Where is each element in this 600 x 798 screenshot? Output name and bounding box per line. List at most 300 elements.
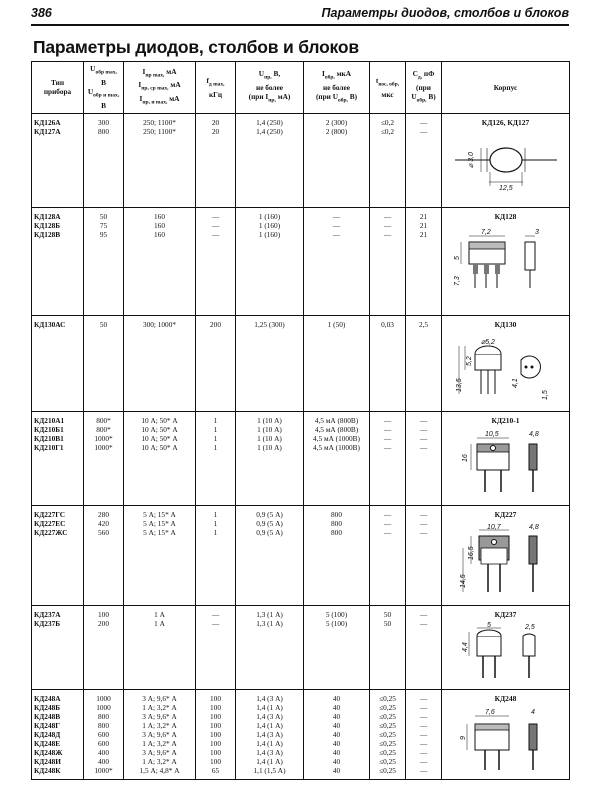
cell-frequency [196,315,236,411]
cell-value: 1,4 (3 А) [256,747,283,757]
cell-value: 1,1 (1,5 А) [253,765,286,775]
cell-value: 300; 1000* [142,319,177,329]
cell-value: 0,03 [381,319,394,329]
cell-recovery-time [370,505,406,605]
cell-value: 4,5 мА (1000В) [313,442,360,452]
case-name: КД126, КД127 [481,117,530,127]
cell-frequency [196,505,236,605]
cell-value: 3 А; 9,6* А [142,711,177,721]
cell-value: 1000* [94,433,113,443]
cell-case [442,605,570,689]
cell-value: КД126А [34,117,61,127]
cell-capacitance [406,315,442,411]
cell-type [32,411,84,505]
cell-value: 1000 [96,693,111,703]
cell-value: 0,9 (5 А) [256,527,283,537]
cell-frequency [196,411,236,505]
cell-value: КД227ЖС [34,527,68,537]
cell-value: 10 А; 50* А [141,415,178,425]
cell-value: 4,5 мА (800В) [314,424,359,434]
cell-value: 5 А; 15* А [143,527,176,537]
cell-value: 160 [154,220,165,230]
cell-recovery-time [370,113,406,207]
cell-case [442,689,570,779]
dim-label: 9 [459,736,467,740]
cell-value: 100 [210,747,221,757]
dim-label: 12,5 [498,184,513,192]
cell-value: 1,4 (250) [256,117,283,127]
cell-forward-current [124,207,196,315]
cell-case [442,113,570,207]
dim-label: 1,5 [541,390,549,400]
cell-value: КД237Б [34,618,61,628]
cell-frequency [196,207,236,315]
dim-label: 4,4 [461,642,469,652]
cell-value: 1 [213,415,218,425]
col-reverse-voltage: $U_{обр max,}$ В $U_{обр и max,}$ В [84,62,124,114]
cell-value: КД248Г [34,720,60,730]
package-drawing-kd210 [451,428,561,498]
cell-reverse-current [304,411,370,505]
package-drawing-kd237 [451,622,561,682]
col-type: Тип прибора [32,62,84,114]
cell-forward-current [124,605,196,689]
package-drawing-kd227 [451,522,561,598]
cell-value: — [211,609,220,619]
running-header [31,4,569,26]
cell-value: 1 (10 А) [257,424,282,434]
cell-value: 1 А; 3,2* А [142,738,177,748]
cell-value: 1000* [94,442,113,452]
cell-value: 100 [210,702,221,712]
cell-forward-current [124,689,196,779]
cell-value: 400 [98,756,109,766]
cell-value: 5 А; 15* А [143,518,176,528]
cell-value: ≤0,25 [379,756,396,766]
cell-value: КД210Г1 [34,442,64,452]
cell-value: КД128В [34,229,61,239]
cell-value: 50 [383,618,392,628]
cell-value: КД227ЕС [34,518,66,528]
cell-value: КД248Д [34,729,61,739]
cell-value: 800 [331,527,342,537]
col-recovery-time: $t_{вос, обр,}$ мкс [370,62,406,114]
cell-value: ≤0,25 [379,729,396,739]
cell-value: ≤0,25 [379,711,396,721]
cell-forward-voltage [236,113,304,207]
cell-value: 1 [213,518,218,528]
cell-value: КД248Е [34,738,61,748]
cell-value: 1 [213,442,218,452]
table-row [32,411,570,505]
cell-value: 5 А; 15* А [143,509,176,519]
cell-value: — [419,765,428,775]
cell-value: — [332,220,341,230]
table-row [32,113,570,207]
cell-capacitance [406,505,442,605]
cell-value: КД127А [34,126,61,136]
cell-value: — [419,424,428,434]
cell-value: ≤0,25 [379,702,396,712]
cell-value: ≤0,25 [379,747,396,757]
cell-value: — [383,527,392,537]
dim-label: 7,6 [484,708,495,716]
cell-value: 4,5 мА (1000В) [313,433,360,443]
cell-value: КД248Ж [34,747,63,757]
cell-value: — [383,509,392,519]
cell-value: 1 [213,433,218,443]
cell-value: 21 [419,211,428,221]
cell-value: ≤0,25 [379,720,396,730]
cell-recovery-time [370,315,406,411]
cell-value: 100 [210,711,221,721]
cell-value: 1 [213,509,218,519]
cell-value: 20 [211,126,220,136]
cell-value: КД248Б [34,702,61,712]
cell-case [442,505,570,605]
cell-value: 10 А; 50* А [141,424,178,434]
cell-value: 1,4 (1 А) [256,720,283,730]
cell-value: КД248В [34,711,61,721]
cell-value: — [419,509,428,519]
cell-value: — [419,711,428,721]
dim-label: 3 [534,228,539,236]
dim-label: 5,2 [465,356,473,366]
cell-value: 1 (10 А) [257,442,282,452]
cell-value: КД210А1 [34,415,65,425]
cell-value: 800 [331,518,342,528]
cell-reverse-current [304,315,370,411]
cell-value: — [383,229,392,239]
cell-value: КД237А [34,609,61,619]
cell-value: 1,3 (1 А) [256,609,283,619]
cell-recovery-time [370,207,406,315]
case-name: КД227 [494,509,517,519]
cell-value: — [383,518,392,528]
dim-label: 10,5 [484,430,499,438]
cell-value: 50 [99,319,108,329]
case-name: КД128 [494,211,517,221]
cell-value: — [383,442,392,452]
case-name: КД237 [494,609,517,619]
table-row [32,315,570,411]
cell-forward-voltage [236,605,304,689]
cell-capacitance [406,207,442,315]
cell-value: 560 [98,527,109,537]
cell-value: 1 А [154,618,165,628]
cell-value: — [383,415,392,425]
cell-value: КД130АС [34,319,66,329]
cell-value: 40 [332,693,341,703]
dim-label: 4,8 [528,430,539,438]
cell-recovery-time [370,605,406,689]
cell-value: — [383,211,392,221]
cell-value: — [211,618,220,628]
cell-type [32,605,84,689]
cell-value: 1,4 (3 А) [256,729,283,739]
cell-value: — [332,211,341,221]
cell-value: ≤0,25 [379,765,396,775]
cell-value: КД248А [34,693,61,703]
cell-forward-current [124,411,196,505]
cell-value: — [383,220,392,230]
cell-value: 40 [332,747,341,757]
cell-reverse-voltage [84,411,124,505]
cell-value: 100 [210,738,221,748]
dim-label: 7,3 [453,276,461,286]
cell-reverse-current [304,605,370,689]
cell-value: — [211,220,220,230]
dim-label: 4 [530,708,535,716]
package-drawing-kd248 [451,706,561,774]
cell-value: 1 А; 3,2* А [142,702,177,712]
cell-value: 40 [332,756,341,766]
cell-value: — [383,424,392,434]
table-row [32,207,570,315]
cell-value: 200 [210,319,221,329]
cell-value: 600 [98,738,109,748]
case-name: КД248 [494,693,517,703]
cell-value: 1,4 (3 А) [256,693,283,703]
cell-type [32,207,84,315]
cell-value: — [332,229,341,239]
cell-value: 1,25 (300) [254,319,285,329]
package-drawing-kd130 [451,332,561,406]
cell-type [32,689,84,779]
cell-recovery-time [370,689,406,779]
cell-value: — [419,433,428,443]
table-body [32,113,570,779]
cell-value: 1 (10 А) [257,415,282,425]
cell-value: 40 [332,738,341,748]
cell-value: 1 [213,424,218,434]
section-title: Параметры диодов, столбов и блоков [321,6,569,20]
cell-capacitance [406,113,442,207]
case-name: КД210-1 [491,415,520,425]
cell-case [442,315,570,411]
page-title: Параметры диодов, столбов и блоков [33,37,359,57]
cell-value: КД227ГС [34,509,66,519]
cell-value: — [419,527,428,537]
dim-label: 2,5 [524,623,535,631]
cell-capacitance [406,689,442,779]
dim-label: ⌀5,2 [480,338,495,346]
cell-value: — [419,720,428,730]
cell-value: ≤0,2 [380,117,395,127]
cell-value: КД210В1 [34,433,64,443]
cell-value: 65 [211,765,220,775]
diode-parameters-table [31,61,570,780]
col-case: Корпус [442,62,570,114]
dim-label: 7,2 [480,228,491,236]
col-forward-current: $I_{пр max,}$ мА $I_{пр, ср max,}$ мА $I_{пр, и max,}$ мА [124,62,196,114]
cell-value: КД248К [34,765,61,775]
cell-value: КД248И [34,756,61,766]
cell-value: 21 [419,229,428,239]
dim-label: 16,5 [467,546,475,560]
cell-value: — [419,117,428,127]
cell-reverse-voltage [84,315,124,411]
cell-value: — [419,442,428,452]
cell-value: 2,5 [418,319,429,329]
cell-forward-current [124,113,196,207]
cell-value: — [419,747,428,757]
cell-value: 1 А; 3,2* А [142,756,177,766]
cell-type [32,315,84,411]
cell-value: 1,4 (1 А) [256,702,283,712]
cell-value: 1 А [154,609,165,619]
cell-value: 75 [99,220,108,230]
cell-value: 200 [98,618,109,628]
cell-value: 40 [332,702,341,712]
cell-value: 1 (10 А) [257,433,282,443]
cell-value: 250; 1100* [143,126,176,136]
col-capacitance: $C_{д,}$ пФ (при $U_{обр,}$ В) [406,62,442,114]
cell-reverse-voltage [84,207,124,315]
cell-reverse-current [304,505,370,605]
cell-value: 160 [154,229,165,239]
cell-value: 100 [210,756,221,766]
package-drawing-kd128 [451,224,561,292]
table-row [32,605,570,689]
cell-forward-voltage [236,505,304,605]
col-forward-voltage: $U_{пр,}$ В, не более (при $I_{пр,}$ мА) [236,62,304,114]
cell-value: — [383,433,392,443]
cell-value: 40 [332,765,341,775]
cell-value: 1 (160) [258,220,281,230]
cell-value: — [419,702,428,712]
dim-label: ⌀ 3,0 [467,152,475,168]
cell-value: — [419,738,428,748]
cell-value: 40 [332,720,341,730]
cell-value: ≤0,2 [380,126,395,136]
cell-value: 800* [96,415,111,425]
cell-value: 5 (100) [325,609,348,619]
cell-recovery-time [370,411,406,505]
cell-value: 1,4 (1 А) [256,738,283,748]
cell-value: 3 А; 9,6* А [142,693,177,703]
cell-value: 1 А; 3,2* А [142,720,177,730]
cell-value: 10 А; 50* А [141,442,178,452]
cell-value: — [419,618,428,628]
cell-reverse-current [304,113,370,207]
cell-value: 40 [332,711,341,721]
cell-value: — [419,518,428,528]
cell-value: — [419,693,428,703]
cell-value: 0,9 (5 А) [256,509,283,519]
cell-value: 1000* [94,765,113,775]
cell-frequency [196,605,236,689]
cell-value: 1 (160) [258,229,281,239]
cell-value: 100 [210,693,221,703]
cell-value: КД210Б1 [34,424,64,434]
cell-reverse-voltage [84,113,124,207]
cell-value: 2 (300) [325,117,348,127]
dim-label: 10,7 [486,523,501,531]
cell-case [442,207,570,315]
cell-value: 20 [211,117,220,127]
cell-case [442,411,570,505]
cell-value: — [419,729,428,739]
cell-value: 0,9 (5 А) [256,518,283,528]
page-number: 386 [31,6,52,20]
case-name: КД130 [494,319,517,329]
cell-value: 3 А; 9,6* А [142,729,177,739]
cell-value: 800 [331,509,342,519]
cell-capacitance [406,605,442,689]
cell-value: — [211,229,220,239]
cell-value: 1,3 (1 А) [256,618,283,628]
cell-reverse-current [304,689,370,779]
cell-value: 3 А; 9,6* А [142,747,177,757]
cell-reverse-voltage [84,605,124,689]
cell-value: — [419,756,428,766]
cell-forward-voltage [236,689,304,779]
cell-value: 420 [98,518,109,528]
cell-value: — [419,415,428,425]
cell-frequency [196,689,236,779]
cell-value: 100 [98,609,109,619]
col-reverse-current: $I_{обр,}$ мкА не более (при $U_{обр,}$ В) [304,62,370,114]
dim-label: 16 [461,454,469,462]
cell-value: 1,5 А; 4,8* А [139,765,180,775]
cell-value: 400 [98,747,109,757]
table-row [32,689,570,779]
cell-value: 1,4 (250) [256,126,283,136]
cell-value: 5 (100) [325,618,348,628]
cell-forward-voltage [236,411,304,505]
cell-value: 250; 1100* [143,117,176,127]
col-frequency: $f_{д max,}$ кГц [196,62,236,114]
cell-value: 2 (800) [325,126,348,136]
cell-value: 50 [383,609,392,619]
table-row [32,505,570,605]
cell-value: 800 [98,711,109,721]
cell-value: 50 [99,211,108,221]
cell-capacitance [406,411,442,505]
cell-value: — [419,609,428,619]
cell-value: — [211,211,220,221]
cell-forward-current [124,505,196,605]
cell-value: 10 А; 50* А [141,433,178,443]
cell-value: 95 [99,229,108,239]
dim-label: 5 [453,256,461,260]
cell-value: 40 [332,729,341,739]
dim-label: 5 [486,621,491,629]
cell-value: 280 [98,509,109,519]
cell-value: 100 [210,720,221,730]
cell-value: 300 [98,117,109,127]
cell-value: 1000 [96,702,111,712]
cell-reverse-voltage [84,505,124,605]
cell-value: — [419,126,428,136]
dim-label: 4,8 [528,523,539,531]
cell-forward-voltage [236,315,304,411]
cell-type [32,505,84,605]
cell-reverse-voltage [84,689,124,779]
cell-value: 1,4 (1 А) [256,756,283,766]
cell-forward-current [124,315,196,411]
header-row [32,62,570,114]
cell-value: 1,4 (3 А) [256,711,283,721]
cell-value: ≤0,25 [379,693,396,703]
cell-frequency [196,113,236,207]
cell-value: 160 [154,211,165,221]
dim-label: 4,1 [511,378,519,388]
package-drawing-kd126 [451,130,561,192]
cell-value: 1 [213,527,218,537]
cell-value: ≤0,25 [379,738,396,748]
